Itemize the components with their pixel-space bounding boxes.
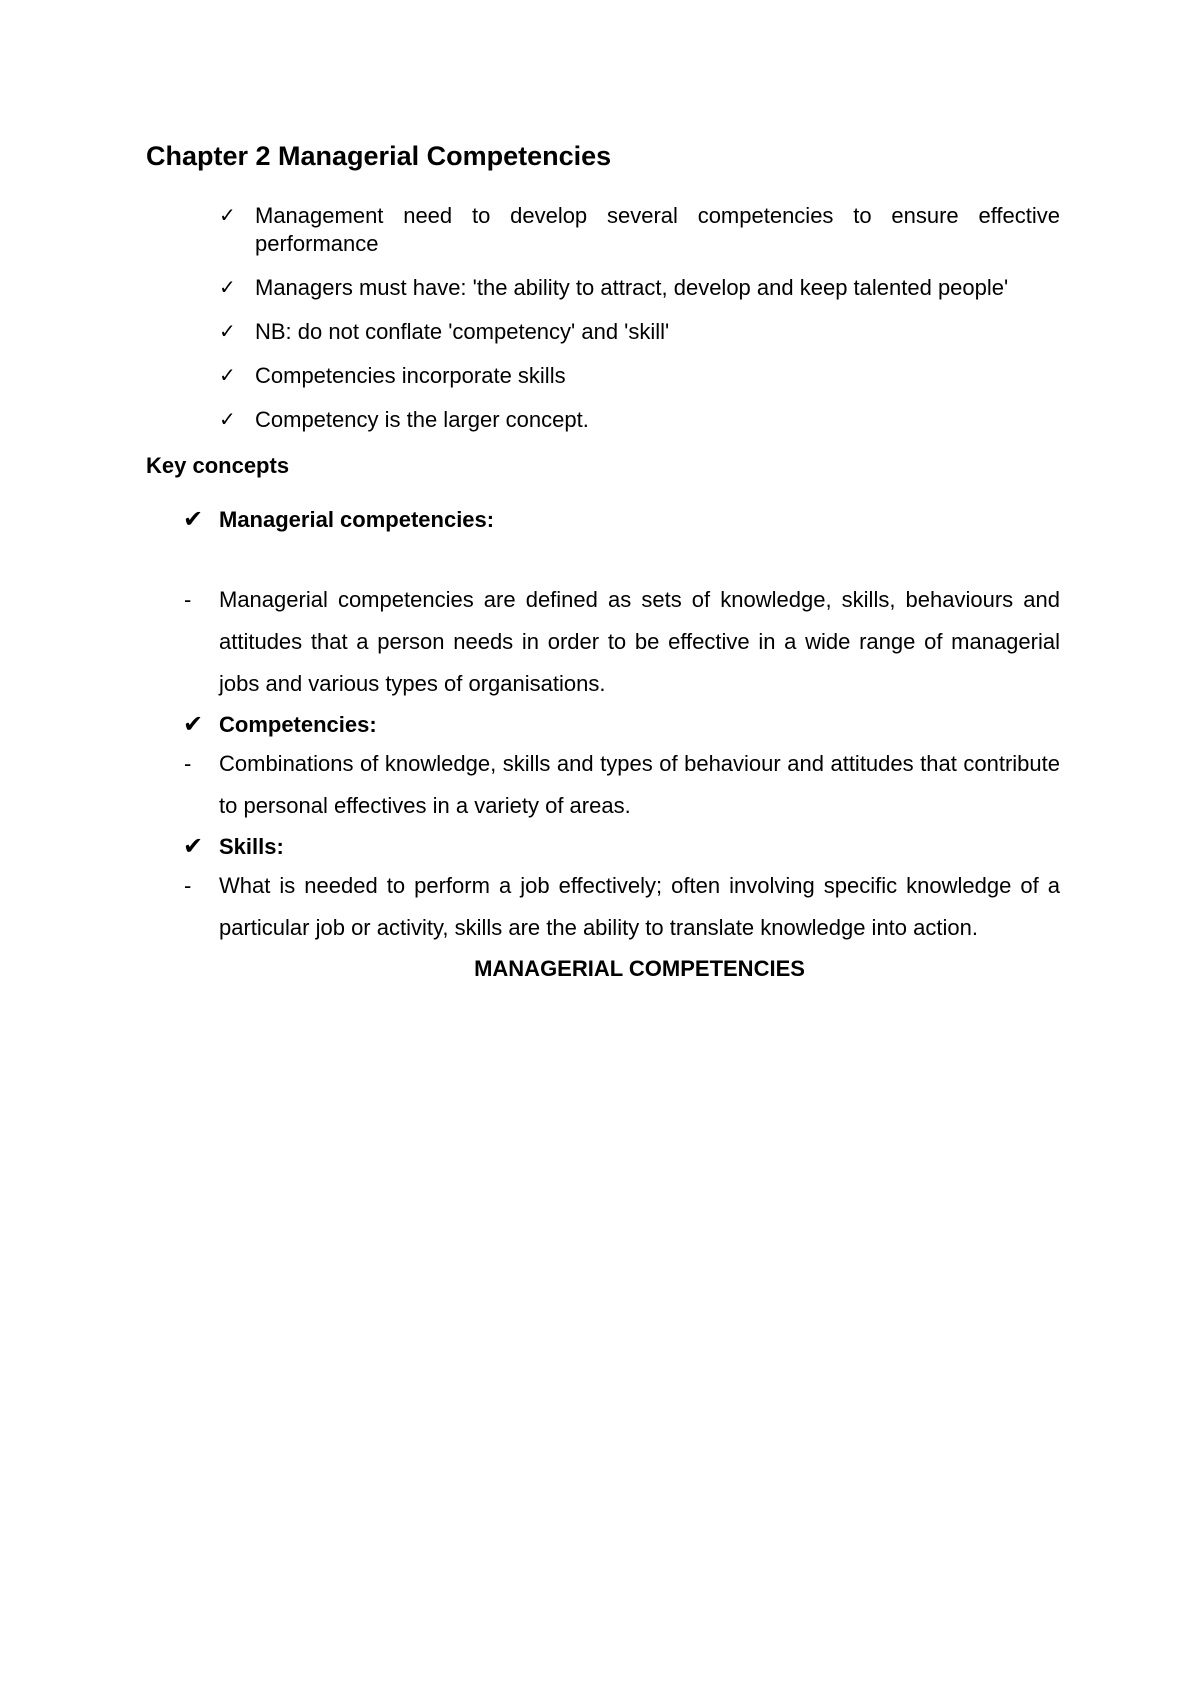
intro-bullet [146,318,1060,346]
dash-bullet: - [184,873,192,899]
bold-checkmark-icon: ✔ [183,711,204,739]
key-concepts-heading: Key concepts [146,453,290,479]
checkmark-icon: ✓ [219,321,236,344]
intro-bullet-list [146,202,1060,434]
intro-bullet [146,406,1060,434]
intro-bullet [146,362,1060,390]
intro-bullet-text: Management need to develop several competencies to ensure effective performance [255,203,1060,257]
dash-bullet: - [184,587,192,613]
concept-term-text: Managerial competencies: [219,507,495,533]
checkmark-icon: ✓ [219,409,236,432]
concept-term-text: Skills: [219,834,284,860]
intro-bullet [146,274,1060,302]
concept-term-text: Competencies: [219,712,377,738]
concept-term [146,506,1060,534]
concept-definition-text: What is needed to perform a job effectively; often involving specific knowledge of a particular job or activity, skills are the ability to translate knowledge into action. [219,873,1060,941]
concept-definition-text: Combinations of knowledge, skills and types of behaviour and attitudes that contribute to personal effectives in a variety of areas. [219,751,1060,819]
intro-bullet-text: Competency is the larger concept. [255,407,589,433]
bold-checkmark-icon: ✔ [183,506,204,534]
dash-bullet: - [184,751,192,777]
concept-definition [146,743,1060,827]
checkmark-icon: ✓ [219,277,236,300]
concept-definition [146,865,1060,949]
checkmark-icon: ✓ [219,365,236,388]
intro-bullet-text: NB: do not conflate 'competency' and 'skill' [255,319,670,345]
document-content [146,140,1060,983]
concept-definition-text: Managerial competencies are defined as sets of knowledge, skills, behaviours and attitudes that a person needs in order to be effective in a wide range of managerial jobs and various types of organisations. [219,587,1060,697]
page-title: Chapter 2 Managerial Competencies [146,141,612,171]
section-heading: MANAGERIAL COMPETENCIES [474,956,805,982]
concept-term [146,833,1060,861]
checkmark-icon: ✓ [219,205,236,228]
concept-term [146,711,1060,739]
intro-bullet [146,202,1060,258]
intro-bullet-text: Competencies incorporate skills [255,363,566,389]
intro-bullet-text: Managers must have: 'the ability to attract, develop and keep talented people' [255,275,1009,301]
bold-checkmark-icon: ✔ [183,833,204,861]
concept-definition [146,579,1060,705]
